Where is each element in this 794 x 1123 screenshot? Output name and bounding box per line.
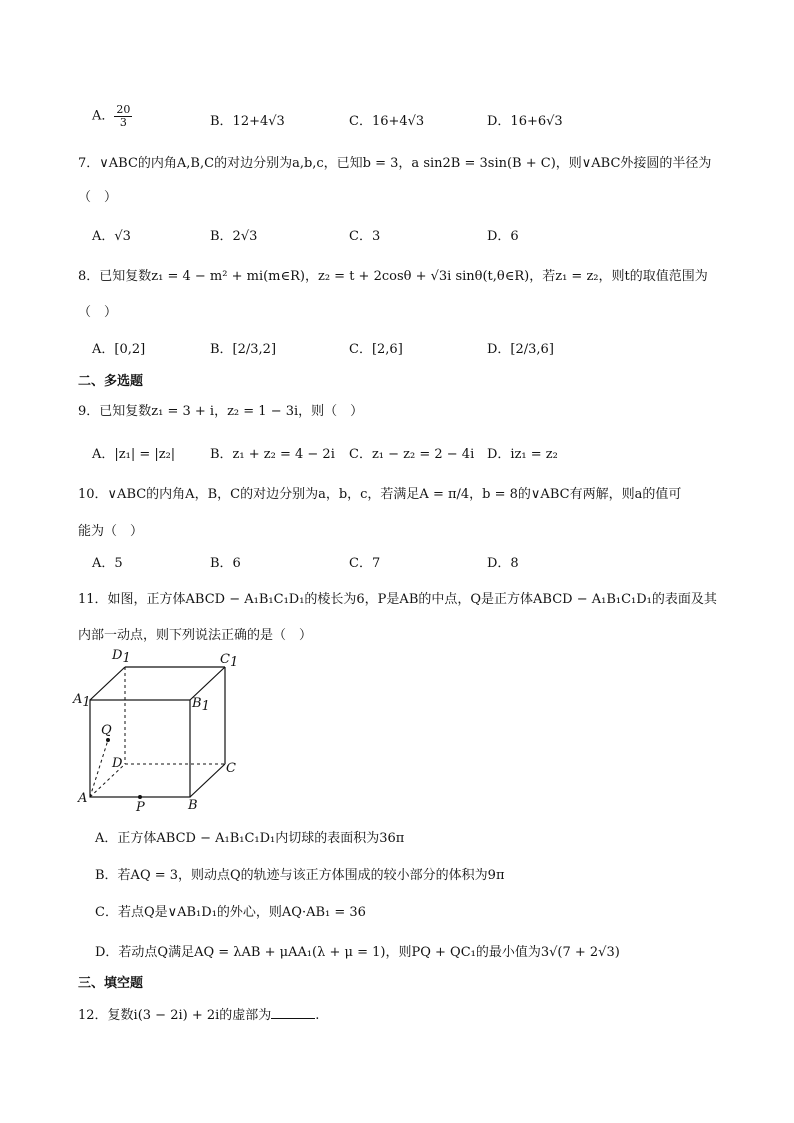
point-q bbox=[106, 738, 110, 742]
label-d: D bbox=[112, 756, 123, 771]
section-multiple-choice-heading: 二、多选题 bbox=[78, 374, 144, 389]
q6-option-b: B．12+4√3 bbox=[210, 114, 285, 129]
label-a1: A1 bbox=[73, 692, 91, 710]
q11-stem-cont: 内部一动点，则下列说法正确的是（ ） bbox=[78, 628, 313, 643]
q7-option-a: A．√3 bbox=[92, 229, 131, 244]
q7-stem: 7．∨ABC的内角A,B,C的对边分别为a,b,c，已知b = 3，a sin2B = 3sin(B + C)，则∨ABC外接圆的半径为 bbox=[78, 156, 712, 171]
label-d1: D1 bbox=[112, 648, 131, 666]
q8-paren: （ ） bbox=[78, 305, 118, 320]
label-p: P bbox=[136, 800, 145, 815]
q7-paren: （ ） bbox=[78, 190, 118, 205]
q8-option-c: C．[2,6] bbox=[349, 342, 403, 357]
q9-option-c: C．z₁ − z₂ = 2 − 4i bbox=[349, 447, 475, 462]
label-b1: B1 bbox=[192, 696, 210, 714]
q12-answer-blank[interactable] bbox=[271, 1018, 315, 1019]
label-q: Q bbox=[101, 723, 112, 738]
q12-stem: 12．复数i(3 − 2i) + 2i的虚部为 . bbox=[78, 1008, 320, 1023]
q10-option-d: D．8 bbox=[487, 556, 519, 571]
q6-option-a: A． $\frac{20}{3}$ bbox=[92, 103, 131, 129]
q6-option-d: D．16+6√3 bbox=[487, 114, 563, 129]
q6-option-c: C．16+4√3 bbox=[349, 114, 425, 129]
section-fill-blank-heading: 三、填空题 bbox=[78, 976, 144, 991]
point-p bbox=[138, 795, 142, 799]
q9-stem: 9．已知复数z₁ = 3 + i，z₂ = 1 − 3i，则（ ） bbox=[78, 404, 364, 419]
edge-b-c bbox=[190, 764, 225, 797]
q9-option-d: D．iz₁ = z₂ bbox=[487, 447, 558, 462]
label-a: A bbox=[78, 791, 88, 806]
q9-option-a: A．|z₁| = |z₂| bbox=[92, 447, 176, 462]
cube-figure bbox=[70, 645, 245, 815]
q11-option-b: B．若AQ = 3，则动点Q的轨迹与该正方体围成的较小部分的体积为9π bbox=[95, 868, 505, 883]
q7-option-d: D．6 bbox=[487, 229, 519, 244]
q7-option-b: B．2√3 bbox=[210, 229, 258, 244]
q11-option-a: A．正方体ABCD − A₁B₁C₁D₁内切球的表面积为36π bbox=[95, 831, 405, 846]
label-c1: C1 bbox=[220, 652, 239, 670]
q8-option-d: D．[2/3,6] bbox=[487, 342, 554, 357]
q11-stem: 11．如图，正方体ABCD − A₁B₁C₁D₁的棱长为6，P是AB的中点，Q是正方体ABCD − A₁B₁C₁D₁的表面及其 bbox=[78, 592, 717, 607]
label-b: B bbox=[188, 798, 198, 813]
q8-stem: 8．已知复数z₁ = 4 − m² + mi(m∈R)，z₂ = t + 2cosθ + √3i sinθ(t,θ∈R)，若z₁ = z₂，则t的取值范围为 bbox=[78, 269, 708, 284]
label-c: C bbox=[226, 761, 236, 776]
q11-option-c: C．若点Q是∨AB₁D₁的外心，则AQ·AB₁ = 36 bbox=[95, 905, 366, 920]
q10-option-a: A．5 bbox=[92, 556, 123, 571]
q10-stem-cont: 能为（ ） bbox=[78, 524, 144, 539]
q8-option-b: B．[2/3,2] bbox=[210, 342, 277, 357]
q7-option-c: C．3 bbox=[349, 229, 381, 244]
edge-a1-d1 bbox=[90, 667, 125, 700]
q10-stem: 10．∨ABC的内角A，B，C的对边分别为a，b，c，若满足A = π/4，b = 8的∨ABC有两解，则a的值可 bbox=[78, 487, 682, 502]
q10-option-b: B．6 bbox=[210, 556, 241, 571]
q10-option-c: C．7 bbox=[349, 556, 381, 571]
q11-option-d: D．若动点Q满足AQ = λAB + μAA₁(λ + μ = 1)，则PQ + QC₁的最小值为3√(7 + 2√3) bbox=[95, 945, 620, 960]
q8-option-a: A．[0,2] bbox=[92, 342, 146, 357]
q9-option-b: B．z₁ + z₂ = 4 − 2i bbox=[210, 447, 335, 462]
